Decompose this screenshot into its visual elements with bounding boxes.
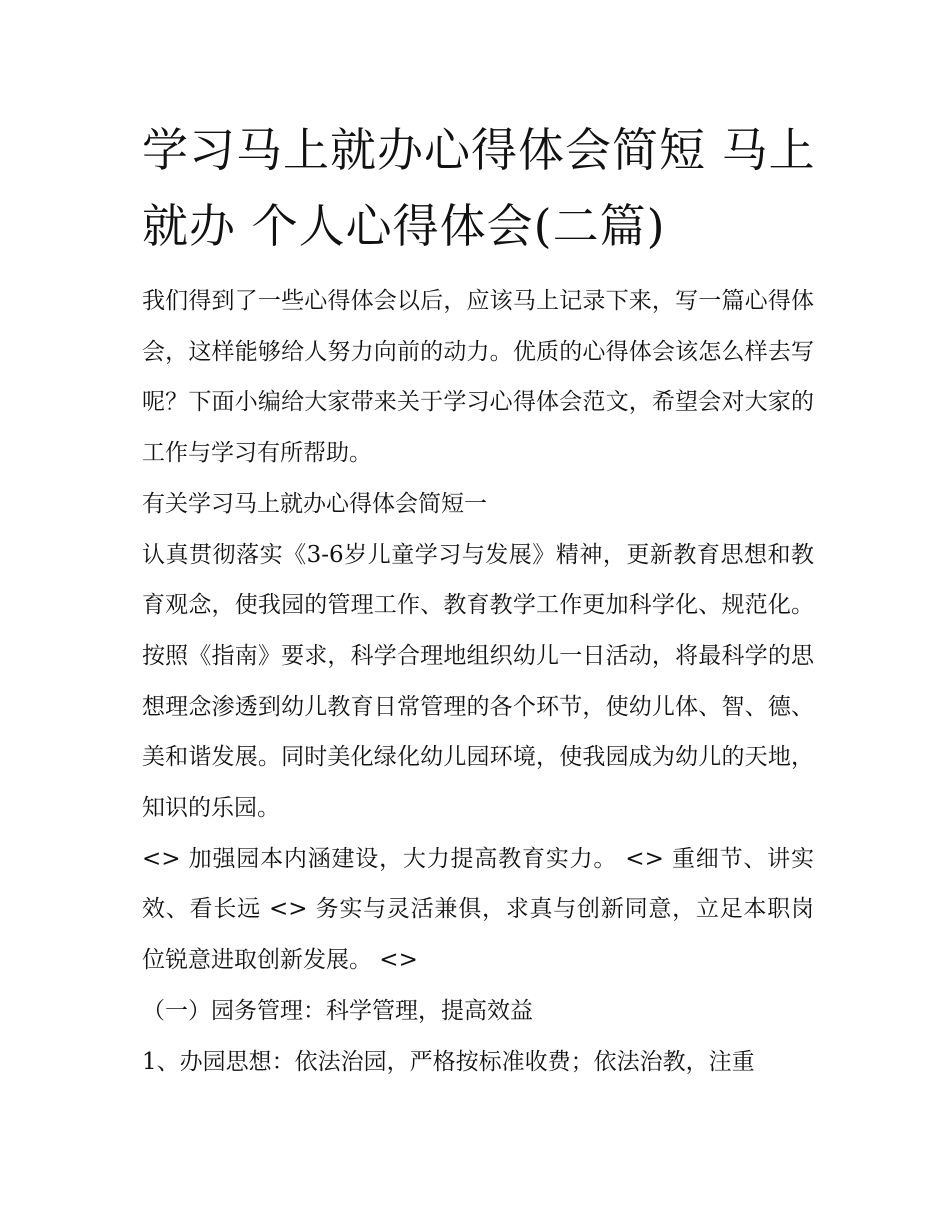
body-paragraph: <> 加强园本内涵建设，大力提高教育实力。 <> 重细节、讲实效、看长远 <> 务实与灵活兼俱，求真与创新同意，立足本职岗位锐意进取创新发展。 <> (142, 845, 814, 974)
body-paragraph: 认真贯彻落实《3-6岁儿童学习与发展》精神，更新教育思想和教育观念，使我园的管理工作、教育教学工作更加科学化、规范化。按照《指南》要求，科学合理地组织幼儿一日活动，将最科学的思想理念渗透到幼儿教育日常管理的各个环节，使幼儿体、智、德、美和谐发展。同时美化绿化幼儿园环境，使我园成为幼儿的天地，知识的乐园。 (142, 541, 814, 822)
document-title: 学习马上就办心得体会简短 马上就办 个人心得体会(二篇) (142, 123, 816, 253)
subsection-heading: （一）园务管理：科学管理，提高效益 (142, 997, 533, 1024)
intro-paragraph: 我们得到了一些心得体会以后，应该马上记录下来，写一篇心得体会，这样能够给人努力向前的动力。优质的心得体会该怎么样去写呢？下面小编给大家带来关于学习心得体会范文，希望会对大家的工作与学习有所帮助。 (142, 288, 814, 467)
body-paragraph: 1、办园思想：依法治园，严格按标准收费；依法治教，注重 (142, 1048, 755, 1075)
section-heading: 有关学习马上就办心得体会简短一 (142, 490, 487, 517)
document-body (142, 276, 814, 1087)
